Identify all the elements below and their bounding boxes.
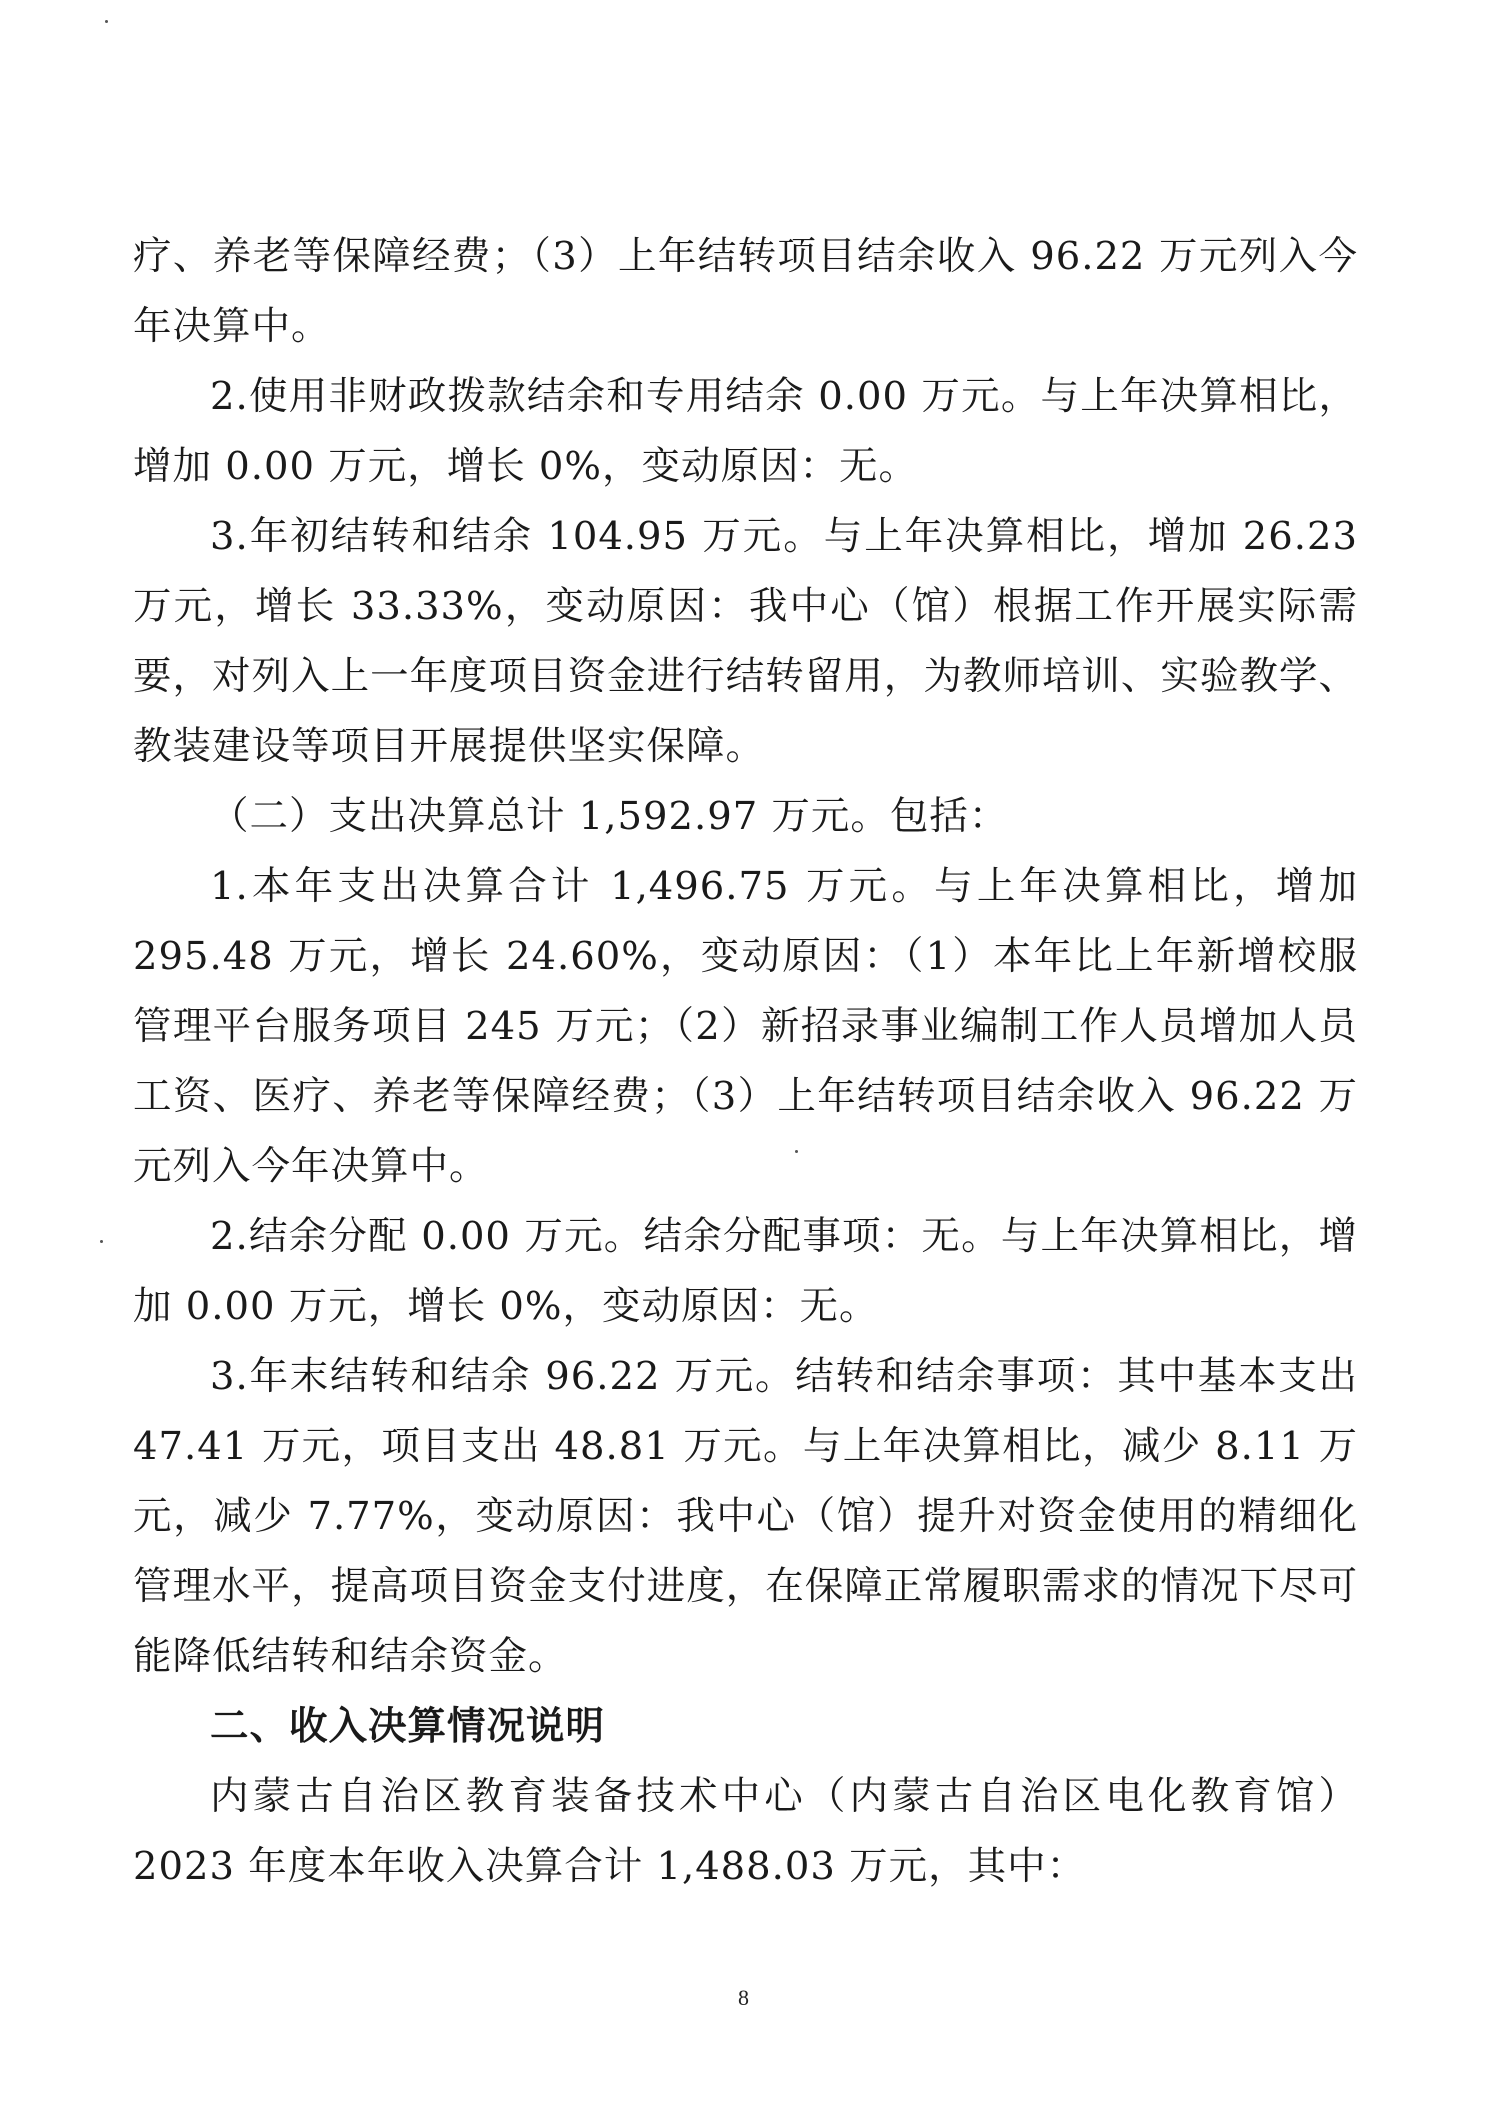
page-number: 8 (738, 1985, 749, 2010)
scan-speck (105, 20, 108, 23)
paragraph-income-item-3: 3.年初结转和结余 104.95 万元。与上年决算相比，增加 26.23 万元，增长 33.33%，变动原因：我中心（馆）根据工作开展实际需要，对列入上一年度项目资金进行结转留用，为教师培训、实验教学、教装建设等项目开展提供坚实保障。 (133, 514, 1358, 769)
paragraph-expense-item-1: 1.本年支出决算合计 1,496.75 万元。与上年决算相比，增加 295.48 万元，增长 24.60%，变动原因：（1）本年比上年新增校服管理平台服务项目 245 万元；（2）新招录事业编制工作人员增加人员工资、医疗、养老等保障经费；（3）上年结转项目结余收入 96.22 万元列入今年决算中。 (133, 864, 1358, 1189)
paragraph-income-summary: 内蒙古自治区教育装备技术中心（内蒙古自治区电化教育馆）2023 年度本年收入决算合计 1,488.03 万元，其中： (133, 1774, 1358, 1889)
paragraph-expense-item-3: 3.年末结转和结余 96.22 万元。结转和结余事项：其中基本支出 47.41 万元，项目支出 48.81 万元。与上年决算相比，减少 8.11 万元，减少 7.77%，变动原因：我中心（馆）提升对资金使用的精细化管理水平，提高项目资金支付进度，在保障正常履职需求的情况下尽可能降低结转和结余资金。 (133, 1354, 1358, 1679)
document-body (133, 222, 1358, 1902)
paragraph-continuation: 疗、养老等保障经费；（3）上年结转项目结余收入 96.22 万元列入今年决算中。 (133, 234, 1358, 349)
scan-speck (100, 1240, 103, 1243)
paragraph-expense-total: （二）支出决算总计 1,592.97 万元。包括： (210, 794, 1009, 839)
section-heading-income: 二、收入决算情况说明 (210, 1704, 606, 1749)
paragraph-expense-item-2: 2.结余分配 0.00 万元。结余分配事项：无。与上年决算相比，增加 0.00 万元，增长 0%，变动原因：无。 (133, 1214, 1358, 1329)
paragraph-income-item-2: 2.使用非财政拨款结余和专用结余 0.00 万元。与上年决算相比，增加 0.00 万元，增长 0%，变动原因：无。 (133, 374, 1358, 489)
